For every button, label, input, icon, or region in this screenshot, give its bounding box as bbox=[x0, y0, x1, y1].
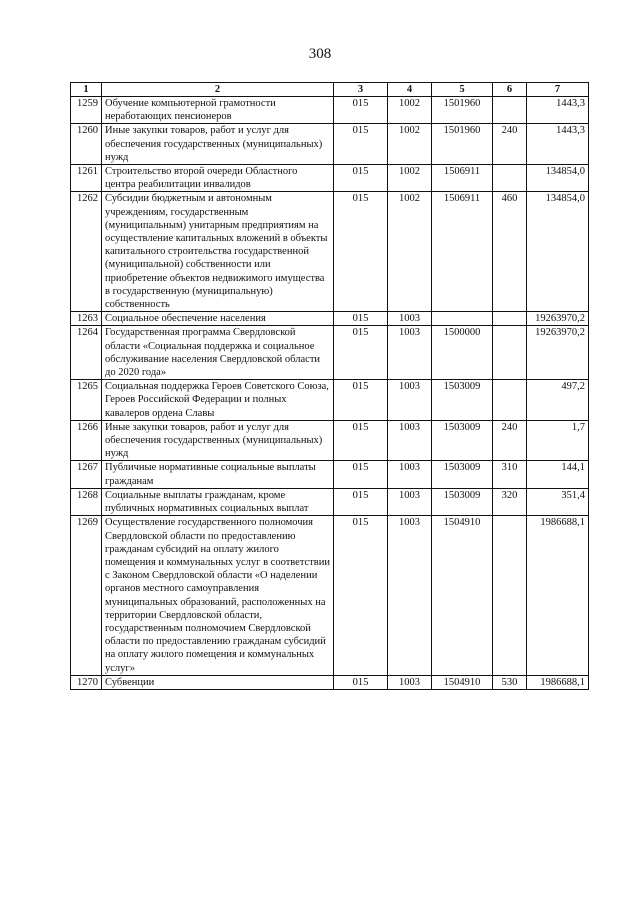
row-name: Субвенции bbox=[102, 675, 334, 689]
cell-section-code: 1002 bbox=[388, 192, 432, 312]
row-name: Социальное обеспечение населения bbox=[102, 312, 334, 326]
cell-section-code: 1002 bbox=[388, 124, 432, 165]
table-row bbox=[71, 312, 589, 326]
cell-sum: 19263970,2 bbox=[527, 312, 589, 326]
row-number: 1267 bbox=[71, 461, 102, 488]
cell-expense-type bbox=[493, 97, 527, 124]
cell-ministry-code: 015 bbox=[334, 326, 388, 380]
table-row bbox=[71, 461, 589, 488]
cell-target-code: 1503009 bbox=[432, 488, 493, 515]
column-header: 3 bbox=[334, 83, 388, 97]
table-row bbox=[71, 420, 589, 461]
cell-expense-type bbox=[493, 516, 527, 675]
cell-sum: 1986688,1 bbox=[527, 516, 589, 675]
cell-ministry-code: 015 bbox=[334, 165, 388, 192]
row-number: 1262 bbox=[71, 192, 102, 312]
column-header: 2 bbox=[102, 83, 334, 97]
cell-target-code bbox=[432, 312, 493, 326]
cell-ministry-code: 015 bbox=[334, 420, 388, 461]
cell-target-code: 1501960 bbox=[432, 97, 493, 124]
row-number: 1266 bbox=[71, 420, 102, 461]
cell-expense-type: 310 bbox=[493, 461, 527, 488]
page-number: 308 bbox=[308, 46, 332, 62]
cell-target-code: 1504910 bbox=[432, 675, 493, 689]
row-name: Иные закупки товаров, работ и услуг для обеспечения государственных (муниципальных) нужд bbox=[102, 420, 334, 461]
cell-section-code: 1003 bbox=[388, 326, 432, 380]
cell-section-code: 1002 bbox=[388, 165, 432, 192]
cell-section-code: 1003 bbox=[388, 461, 432, 488]
table-row bbox=[71, 124, 589, 165]
cell-target-code: 1503009 bbox=[432, 420, 493, 461]
cell-ministry-code: 015 bbox=[334, 124, 388, 165]
cell-ministry-code: 015 bbox=[334, 516, 388, 675]
cell-section-code: 1003 bbox=[388, 420, 432, 461]
row-number: 1269 bbox=[71, 516, 102, 675]
cell-expense-type bbox=[493, 326, 527, 380]
cell-ministry-code: 015 bbox=[334, 97, 388, 124]
row-name: Осуществление государственного полномочия Свердловской области по предоставлению гражданам субсидий на оплату жилого помещения и коммунальных услуг в соответствии с Законом Свердловской области «О наделении органов местного самоуправления муниципальных образований, расположенных на территории Свердловской области, государственным полномочием Свердловской области по предоставлению гражданам субсидий на оплату жилого помещения и коммунальных услуг» bbox=[102, 516, 334, 675]
cell-expense-type: 240 bbox=[493, 124, 527, 165]
cell-section-code: 1003 bbox=[388, 380, 432, 421]
cell-ministry-code: 015 bbox=[334, 461, 388, 488]
cell-expense-type: 320 bbox=[493, 488, 527, 515]
table-row bbox=[71, 326, 589, 380]
cell-sum: 144,1 bbox=[527, 461, 589, 488]
column-header: 1 bbox=[71, 83, 102, 97]
cell-target-code: 1506911 bbox=[432, 165, 493, 192]
cell-target-code: 1504910 bbox=[432, 516, 493, 675]
table-row bbox=[71, 192, 589, 312]
row-name: Иные закупки товаров, работ и услуг для обеспечения государственных (муниципальных) нужд bbox=[102, 124, 334, 165]
cell-ministry-code: 015 bbox=[334, 312, 388, 326]
table-row bbox=[71, 675, 589, 689]
cell-expense-type bbox=[493, 165, 527, 192]
cell-section-code: 1003 bbox=[388, 516, 432, 675]
cell-sum: 1443,3 bbox=[527, 124, 589, 165]
row-name: Субсидии бюджетным и автономным учреждениям, государственным (муниципальным) унитарным предприятиям на осуществление капитальных вложений в объекты капитального строительства государственной (муниципальной) собственности или приобретение объектов недвижимого имущества в государственную (муниципальную) собственность bbox=[102, 192, 334, 312]
row-number: 1261 bbox=[71, 165, 102, 192]
row-name: Обучение компьютерной грамотности неработающих пенсионеров bbox=[102, 97, 334, 124]
row-number: 1260 bbox=[71, 124, 102, 165]
row-number: 1264 bbox=[71, 326, 102, 380]
row-name: Социальная поддержка Героев Советского Союза, Героев Российской Федерации и полных кавалеров ордена Славы bbox=[102, 380, 334, 421]
row-name: Социальные выплаты гражданам, кроме публичных нормативных социальных выплат bbox=[102, 488, 334, 515]
cell-expense-type: 530 bbox=[493, 675, 527, 689]
cell-ministry-code: 015 bbox=[334, 675, 388, 689]
cell-ministry-code: 015 bbox=[334, 192, 388, 312]
cell-ministry-code: 015 bbox=[334, 380, 388, 421]
cell-section-code: 1003 bbox=[388, 675, 432, 689]
cell-target-code: 1503009 bbox=[432, 461, 493, 488]
cell-sum: 497,2 bbox=[527, 380, 589, 421]
table-row bbox=[71, 488, 589, 515]
cell-expense-type: 240 bbox=[493, 420, 527, 461]
row-name: Государственная программа Свердловской области «Социальная поддержка и социальное обслуживание населения Свердловской области до 2020 года» bbox=[102, 326, 334, 380]
row-name: Публичные нормативные социальные выплаты гражданам bbox=[102, 461, 334, 488]
cell-expense-type: 460 bbox=[493, 192, 527, 312]
cell-target-code: 1506911 bbox=[432, 192, 493, 312]
budget-table bbox=[70, 82, 589, 690]
cell-sum: 1,7 bbox=[527, 420, 589, 461]
row-number: 1268 bbox=[71, 488, 102, 515]
cell-sum: 351,4 bbox=[527, 488, 589, 515]
cell-sum: 134854,0 bbox=[527, 192, 589, 312]
row-number: 1259 bbox=[71, 97, 102, 124]
column-header: 7 bbox=[527, 83, 589, 97]
column-header: 4 bbox=[388, 83, 432, 97]
row-number: 1263 bbox=[71, 312, 102, 326]
column-header: 5 bbox=[432, 83, 493, 97]
cell-expense-type bbox=[493, 380, 527, 421]
cell-section-code: 1002 bbox=[388, 97, 432, 124]
cell-target-code: 1501960 bbox=[432, 124, 493, 165]
cell-section-code: 1003 bbox=[388, 312, 432, 326]
cell-target-code: 1500000 bbox=[432, 326, 493, 380]
cell-sum: 19263970,2 bbox=[527, 326, 589, 380]
table-row bbox=[71, 97, 589, 124]
cell-expense-type bbox=[493, 312, 527, 326]
row-number: 1265 bbox=[71, 380, 102, 421]
row-name: Строительство второй очереди Областного центра реабилитации инвалидов bbox=[102, 165, 334, 192]
cell-sum: 1986688,1 bbox=[527, 675, 589, 689]
column-header: 6 bbox=[493, 83, 527, 97]
table-header-row bbox=[71, 83, 589, 97]
cell-ministry-code: 015 bbox=[334, 488, 388, 515]
table-row bbox=[71, 380, 589, 421]
cell-sum: 1443,3 bbox=[527, 97, 589, 124]
table-row bbox=[71, 165, 589, 192]
cell-sum: 134854,0 bbox=[527, 165, 589, 192]
cell-target-code: 1503009 bbox=[432, 380, 493, 421]
table-row bbox=[71, 516, 589, 675]
cell-section-code: 1003 bbox=[388, 488, 432, 515]
row-number: 1270 bbox=[71, 675, 102, 689]
